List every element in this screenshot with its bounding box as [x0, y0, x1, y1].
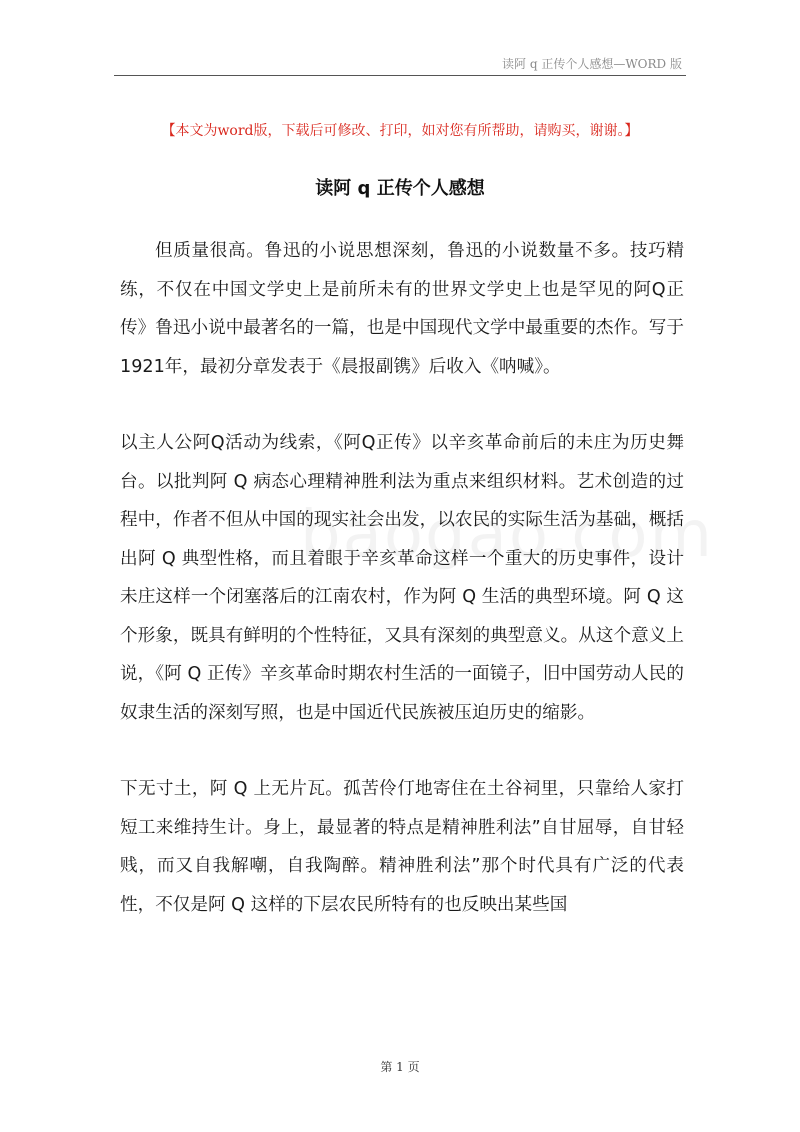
paragraph-1: 但质量很高。鲁迅的小说思想深刻，鲁迅的小说数量不多。技巧精练，不仅在中国文学史上是前所未有的世界文学史上也是罕见的阿Q正传》鲁迅小说中最著名的一篇，也是中国现代文学中最重要的杰作。写于1921年，最初分章发表于《晨报副镌》后收入《呐喊》。 — [120, 241, 684, 377]
page-number: 第 1 页 — [380, 1060, 420, 1074]
page-header-text: 读阿 q 正传个人感想—WORD 版 — [502, 57, 682, 71]
document-body — [120, 232, 684, 924]
paragraph-2: 以主人公阿Q活动为线索，《阿Q正传》以辛亥革命前后的未庄为历史舞台。以批判阿 Q 病态心理精神胜利法为重点来组织材料。艺术创造的过程中，作者不但从中国的现实社会出发，以农民的实际生活为基础，概括出阿 Q 典型性格，而且着眼于辛亥革命这样一个重大的历史事件，设计未庄这样一个闭塞落后的江南农村，作为阿 Q 生活的典型环境。阿 Q 这个形象，既具有鲜明的个性特征，又具有深刻的典型意义。从这个意义上说，《阿 Q 正传》辛亥革命时期农村生活的一面镜子，旧中国劳动人民的奴隶生活的深刻写照，也是中国近代民族被压迫历史的缩影。 — [120, 433, 684, 723]
header-divider — [114, 75, 686, 76]
purchase-notice: 【本文为word版，下载后可修改、打印，如对您有所帮助，请购买，谢谢。】 — [161, 123, 639, 139]
document-title: 读阿 q 正传个人感想 — [315, 178, 485, 199]
paragraph-3: 下无寸土，阿 Q 上无片瓦。孤苦伶仃地寄住在土谷祠里，只靠给人家打短工来维持生计。身上，最显著的特点是精神胜利法”自甘屈辱，自甘轻贱，而又自我解嘲，自我陶醉。精神胜利法”那个时代具有广泛的代表性，不仅是阿 Q 这样的下层农民所特有的也反映出某些国 — [120, 779, 684, 915]
